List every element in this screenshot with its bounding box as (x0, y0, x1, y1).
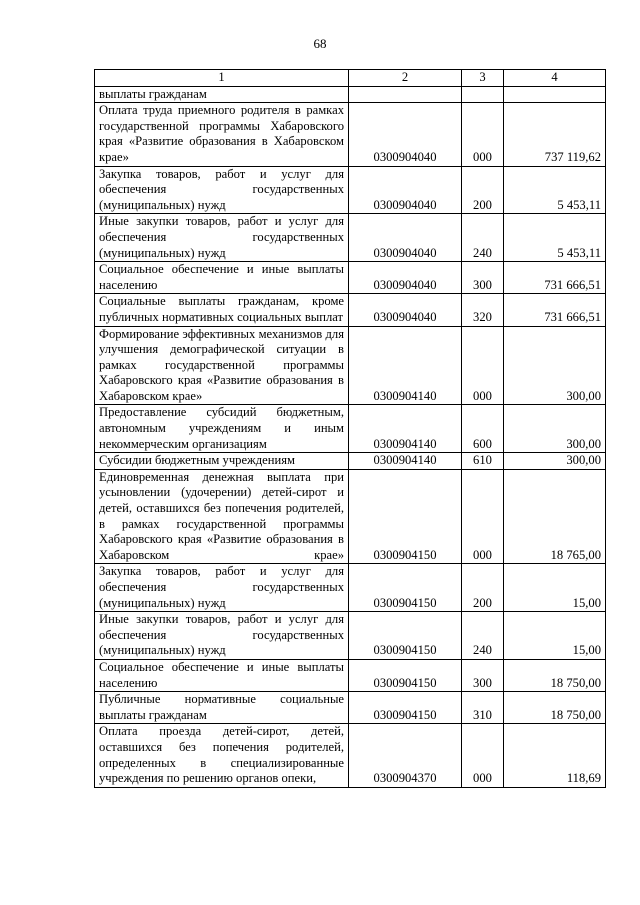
table-row (95, 262, 606, 294)
table-row (95, 564, 606, 612)
row-name-cell: выплаты гражданам (95, 86, 349, 103)
row-type-cell: 200 (462, 166, 504, 214)
row-name-cell: Социальное обеспечение и иные выплаты населению (95, 659, 349, 691)
row-code-cell: 0300904140 (349, 453, 462, 470)
row-name-cell: Закупка товаров, работ и услуг для обеспечения государственных (муниципальных) нужд (95, 166, 349, 214)
row-type-cell: 240 (462, 214, 504, 262)
row-name-cell: Субсидии бюджетным учреждениям (95, 453, 349, 470)
row-name-cell: Публичные нормативные социальные выплаты гражданам (95, 692, 349, 724)
row-sum-cell: 731 666,51 (504, 262, 606, 294)
row-code-cell: 0300904040 (349, 214, 462, 262)
row-code-cell: 0300904040 (349, 103, 462, 166)
row-name-cell: Социальные выплаты гражданам, кроме публичных нормативных социальных выплат (95, 294, 349, 326)
row-sum-cell: 15,00 (504, 564, 606, 612)
table-header-row (95, 70, 606, 87)
column-header-3: 3 (462, 70, 504, 87)
table-row (95, 469, 606, 564)
table-row (95, 294, 606, 326)
row-name-cell: Формирование эффективных механизмов для улучшения демографической ситуации в рамках государственной программы Хабаровского края «Развитие образования в Хабаровском крае» (95, 326, 349, 405)
row-code-cell: 0300904150 (349, 692, 462, 724)
row-sum-cell: 737 119,62 (504, 103, 606, 166)
row-code-cell: 0300904150 (349, 612, 462, 660)
row-sum-cell: 5 453,11 (504, 166, 606, 214)
row-sum-cell: 18 750,00 (504, 692, 606, 724)
row-type-cell: 000 (462, 326, 504, 405)
table-row (95, 103, 606, 166)
table-row (95, 453, 606, 470)
row-name-cell: Закупка товаров, работ и услуг для обеспечения государственных (муниципальных) нужд (95, 564, 349, 612)
row-code-cell: 0300904040 (349, 262, 462, 294)
row-sum-cell: 15,00 (504, 612, 606, 660)
row-sum-cell: 300,00 (504, 453, 606, 470)
column-header-1: 1 (95, 70, 349, 87)
row-code-cell: 0300904140 (349, 326, 462, 405)
row-code-cell: 0300904150 (349, 659, 462, 691)
table-row (95, 86, 606, 103)
column-header-4: 4 (504, 70, 606, 87)
row-name-cell: Оплата труда приемного родителя в рамках государственной программы Хабаровского края «Развитие образования в Хабаровском крае» (95, 103, 349, 166)
table-row (95, 166, 606, 214)
row-type-cell: 240 (462, 612, 504, 660)
table-row (95, 659, 606, 691)
row-code-cell: 0300904150 (349, 469, 462, 564)
table-body (95, 70, 606, 788)
budget-table (94, 69, 606, 788)
row-code-cell: 0300904140 (349, 405, 462, 453)
row-type-cell: 600 (462, 405, 504, 453)
row-type-cell: 000 (462, 103, 504, 166)
row-sum-cell: 300,00 (504, 405, 606, 453)
row-code-cell: 0300904150 (349, 564, 462, 612)
row-sum-cell: 18 765,00 (504, 469, 606, 564)
row-name-cell: Единовременная денежная выплата при усыновлении (удочерении) детей-сирот и детей, оставшихся без попечения родителей, в рамках государственной программы Хабаровского края «Развитие образования в Хабаровском крае» (95, 469, 349, 564)
row-name-cell: Иные закупки товаров, работ и услуг для обеспечения государственных (муниципальных) нужд (95, 214, 349, 262)
row-name-cell: Предоставление субсидий бюджетным, автономным учреждениям и иным некоммерческим организациям (95, 405, 349, 453)
table-row (95, 326, 606, 405)
row-sum-cell: 731 666,51 (504, 294, 606, 326)
row-sum-cell: 18 750,00 (504, 659, 606, 691)
row-code-cell: 0300904370 (349, 724, 462, 787)
row-sum-cell (504, 86, 606, 103)
row-code-cell: 0300904040 (349, 294, 462, 326)
table-row (95, 692, 606, 724)
column-header-2: 2 (349, 70, 462, 87)
row-name-cell: Оплата проезда детей-сирот, детей, оставшихся без попечения родителей, определенных в специализированные учреждения по решению органов опеки, (95, 724, 349, 787)
row-type-cell: 610 (462, 453, 504, 470)
row-code-cell: 0300904040 (349, 166, 462, 214)
table-row (95, 405, 606, 453)
row-type-cell: 310 (462, 692, 504, 724)
row-type-cell: 320 (462, 294, 504, 326)
page-number: 68 (313, 36, 327, 51)
row-type-cell: 000 (462, 724, 504, 787)
row-type-cell: 200 (462, 564, 504, 612)
table-row (95, 214, 606, 262)
table-row (95, 724, 606, 787)
row-code-cell (349, 86, 462, 103)
row-name-cell: Социальное обеспечение и иные выплаты населению (95, 262, 349, 294)
row-type-cell (462, 86, 504, 103)
row-type-cell: 300 (462, 659, 504, 691)
row-sum-cell: 300,00 (504, 326, 606, 405)
row-type-cell: 300 (462, 262, 504, 294)
row-sum-cell: 5 453,11 (504, 214, 606, 262)
table-row (95, 612, 606, 660)
row-sum-cell: 118,69 (504, 724, 606, 787)
row-type-cell: 000 (462, 469, 504, 564)
row-name-cell: Иные закупки товаров, работ и услуг для обеспечения государственных (муниципальных) нужд (95, 612, 349, 660)
